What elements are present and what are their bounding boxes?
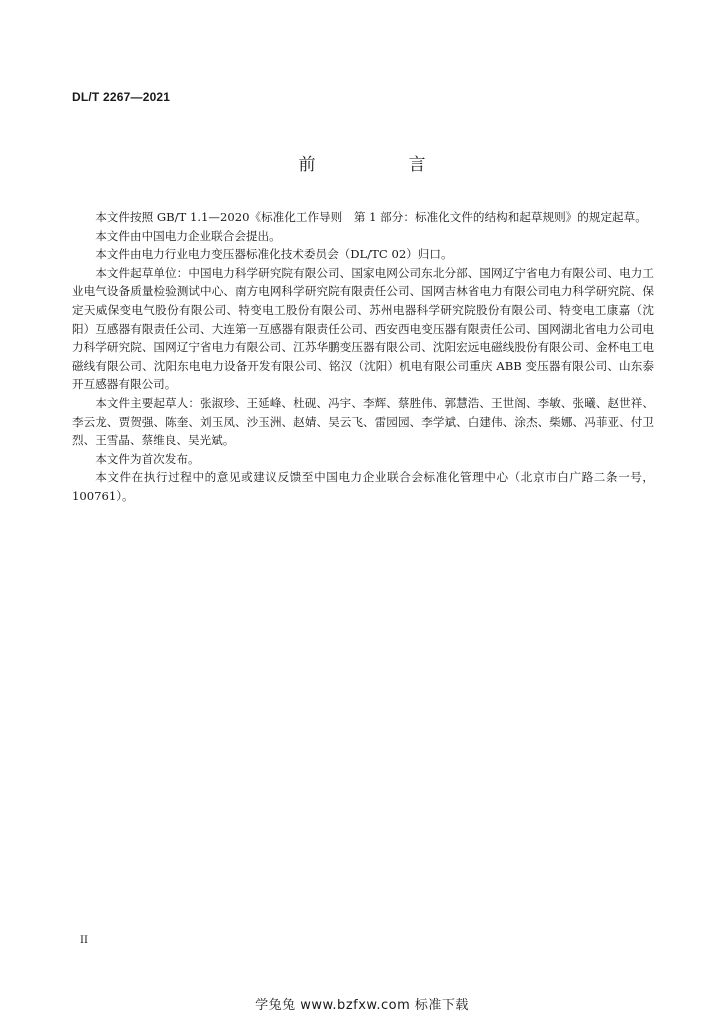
paragraph-first-release: 本文件为首次发布。 (95, 451, 200, 466)
footer-watermark: 学兔兔 www.bzfxw.com 标准下载 (255, 998, 469, 1013)
paragraph-technical-committee: 本文件由电力行业电力变压器标准化技术委员会（DL/TC 02）归口。 (95, 247, 453, 262)
paragraph-proposer: 本文件由中国电力企业联合会提出。 (95, 228, 281, 243)
preface-title: 前 言 (298, 155, 464, 175)
paragraph-main-drafters: 本文件主要起草人：张淑珍、王延峰、杜砚、冯宇、李辉、蔡胜伟、郭慧浩、王世阁、李敏、张曦、赵世祥、李云龙、贾贺强、陈奎、刘玉凤、沙玉洲、赵婧、吴云飞、雷园园、李学斌、白建伟、涂杰、柴娜、冯菲亚、付卫烈、王雪晶、蔡维良、吴光斌。 (72, 395, 654, 448)
paragraph-feedback: 本文件在执行过程中的意见或建议反馈至中国电力企业联合会标准化管理中心（北京市白广路二条一号，100761）。 (72, 470, 654, 503)
paragraph-drafting-units: 本文件起草单位：中国电力科学研究院有限公司、国家电网公司东北分部、国网辽宁省电力有限公司、电力工业电气设备质量检验测试中心、南方电网科学研究院有限责任公司、国网吉林省电力有限公司电力科学研究院、保定天威保变电气股份有限公司、特变电工股份有限公司、苏州电器科学研究院股份有限公司、特变电工康嘉（沈阳）互感器有限责任公司、大连第一互感器有限责任公司、西安西电变压器有限责任公司、国网湖北省电力公司电力科学研究院、国网辽宁省电力有限公司、江苏华鹏变压器有限公司、沈阳宏远电磁线股份有限公司、金杯电工电磁线有限公司、沈阳东电电力设备开发有限公司、铭汉（沈阳）机电有限公司重庆 ABB 变压器有限公司、山东泰开互感器有限公司。 (72, 265, 654, 392)
page-number: II (80, 935, 88, 946)
preface-body (72, 208, 654, 506)
paragraph-drafting-rules: 本文件按照 GB/T 1.1—2020《标准化工作导则 第 1 部分：标准化文件的结构和起草规则》的规定起草。 (95, 210, 647, 224)
document-code: DL/T 2267—2021 (72, 90, 171, 104)
